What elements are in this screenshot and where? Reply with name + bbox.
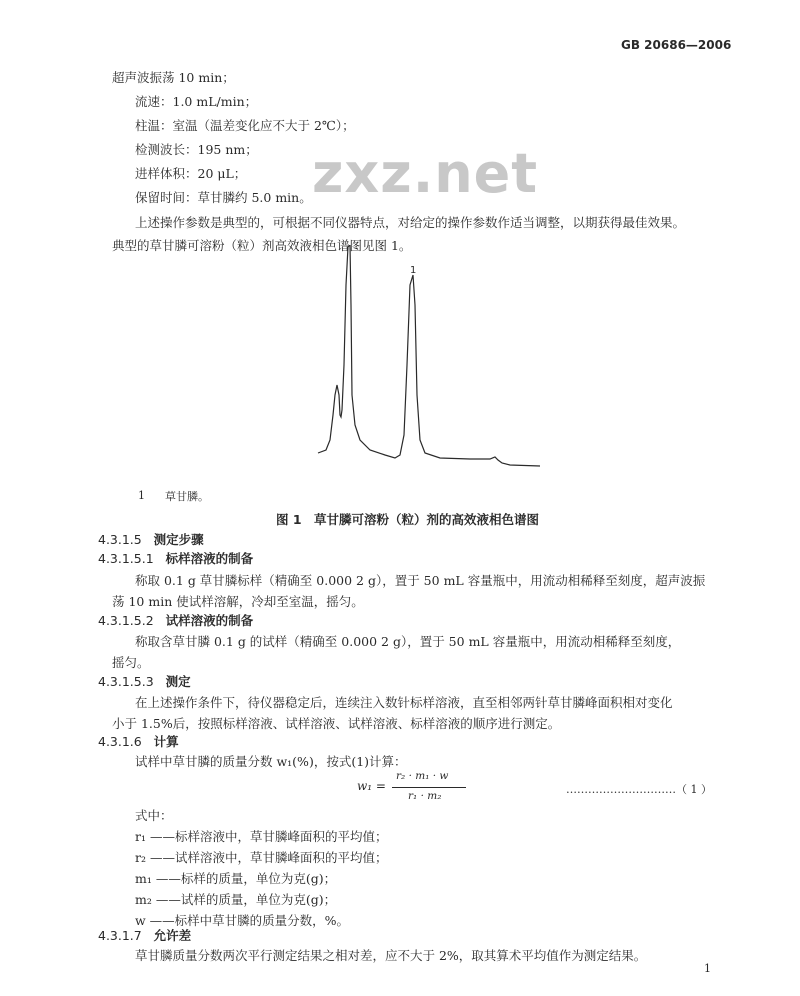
condition-flow-rate: 流速：1.0 mL/min； xyxy=(135,94,258,109)
formula-denominator: r₁ · m₂ xyxy=(408,790,442,802)
paragraph-line: 小于 1.5%后，按照标样溶液、试样溶液、试样溶液、标样溶液的顺序进行测定。 xyxy=(112,716,561,731)
condition-injection-volume: 进样体积：20 μL； xyxy=(135,166,247,181)
condition-retention-time: 保留时间：草甘膦约 5.0 min。 xyxy=(135,190,312,205)
chromatogram-figure xyxy=(300,245,550,475)
paragraph-line: 在上述操作条件下，待仪器稳定后，连续注入数针标样溶液，直至相邻两针草甘膦峰面积相对变化 xyxy=(135,695,673,710)
standard-number: GB 20686—2006 xyxy=(621,38,732,52)
paragraph-line: 荡 10 min 使试样溶解，冷却至室温，摇匀。 xyxy=(112,594,364,609)
figure-caption: 图 1 草甘膦可溶粉（粒）剂的高效液相色谱图 xyxy=(276,512,540,527)
paragraph-line: 摇匀。 xyxy=(112,655,150,670)
section-title: 标样溶液的制备 xyxy=(165,551,254,566)
chromatogram-trace xyxy=(318,245,540,466)
condition-wavelength: 检测波长：195 nm； xyxy=(135,142,258,157)
section-number: 4.3.1.6 xyxy=(98,734,142,749)
formula-numerator: r₂ · m₁ · w xyxy=(396,770,449,782)
watermark: zxz.net xyxy=(312,142,539,205)
paragraph-line: 称取 0.1 g 草甘膦标样（精确至 0.000 2 g），置于 50 mL 容量瓶中，用流动相稀释至刻度，超声波振 xyxy=(135,573,706,588)
variable-definition: m₁ ——标样的质量，单位为克(g)； xyxy=(135,871,337,886)
section-title: 计算 xyxy=(153,734,179,749)
condition-column-temp: 柱温：室温（温差变化应不大于 2℃）； xyxy=(135,118,355,133)
legend-text: 草甘膦。 xyxy=(165,490,209,503)
peak-label: 1 xyxy=(410,265,417,276)
condition-sonication: 超声波振荡 10 min； xyxy=(112,70,235,85)
section-title: 测定步骤 xyxy=(153,532,204,547)
section-number: 4.3.1.5.3 xyxy=(98,674,154,689)
formula-lhs: w₁ = xyxy=(357,779,386,793)
section-number: 4.3.1.5.2 xyxy=(98,613,154,628)
section-number: 4.3.1.5.1 xyxy=(98,551,154,566)
section-title: 测定 xyxy=(165,674,191,689)
variable-definition: w ——标样中草甘膦的质量分数，%。 xyxy=(135,913,350,928)
formula-number: …………………………（ 1 ） xyxy=(566,783,712,796)
paragraph-line: 草甘膦质量分数两次平行测定结果之相对差，应不大于 2%，取其算术平均值作为测定结果。 xyxy=(135,948,647,963)
variable-definition: m₂ ——试样的质量，单位为克(g)； xyxy=(135,892,337,907)
section-number: 4.3.1.5 xyxy=(98,532,142,547)
variable-definition: r₂ ——试样溶液中，草甘膦峰面积的平均值； xyxy=(135,850,388,865)
variable-definition: r₁ ——标样溶液中，草甘膦峰面积的平均值； xyxy=(135,829,388,844)
paragraph-line: 试样中草甘膦的质量分数 w₁(%)，按式(1)计算： xyxy=(135,754,407,769)
page-number: 1 xyxy=(704,962,711,975)
intro-paragraph-line-1: 上述操作参数是典型的，可根据不同仪器特点，对给定的操作参数作适当调整，以期获得最佳效果。 xyxy=(135,215,686,230)
section-title: 允许差 xyxy=(153,928,192,943)
where-intro: 式中： xyxy=(135,808,173,823)
fraction-bar xyxy=(392,787,466,788)
paragraph-line: 称取含草甘膦 0.1 g 的试样（精确至 0.000 2 g），置于 50 mL 容量瓶中，用流动相稀释至刻度， xyxy=(135,634,681,649)
legend-number: 1 xyxy=(138,489,145,502)
section-number: 4.3.1.7 xyxy=(98,928,142,943)
section-title: 试样溶液的制备 xyxy=(165,613,254,628)
intro-paragraph-line-2: 典型的草甘膦可溶粉（粒）剂高效液相色谱图见图 1。 xyxy=(112,238,412,253)
